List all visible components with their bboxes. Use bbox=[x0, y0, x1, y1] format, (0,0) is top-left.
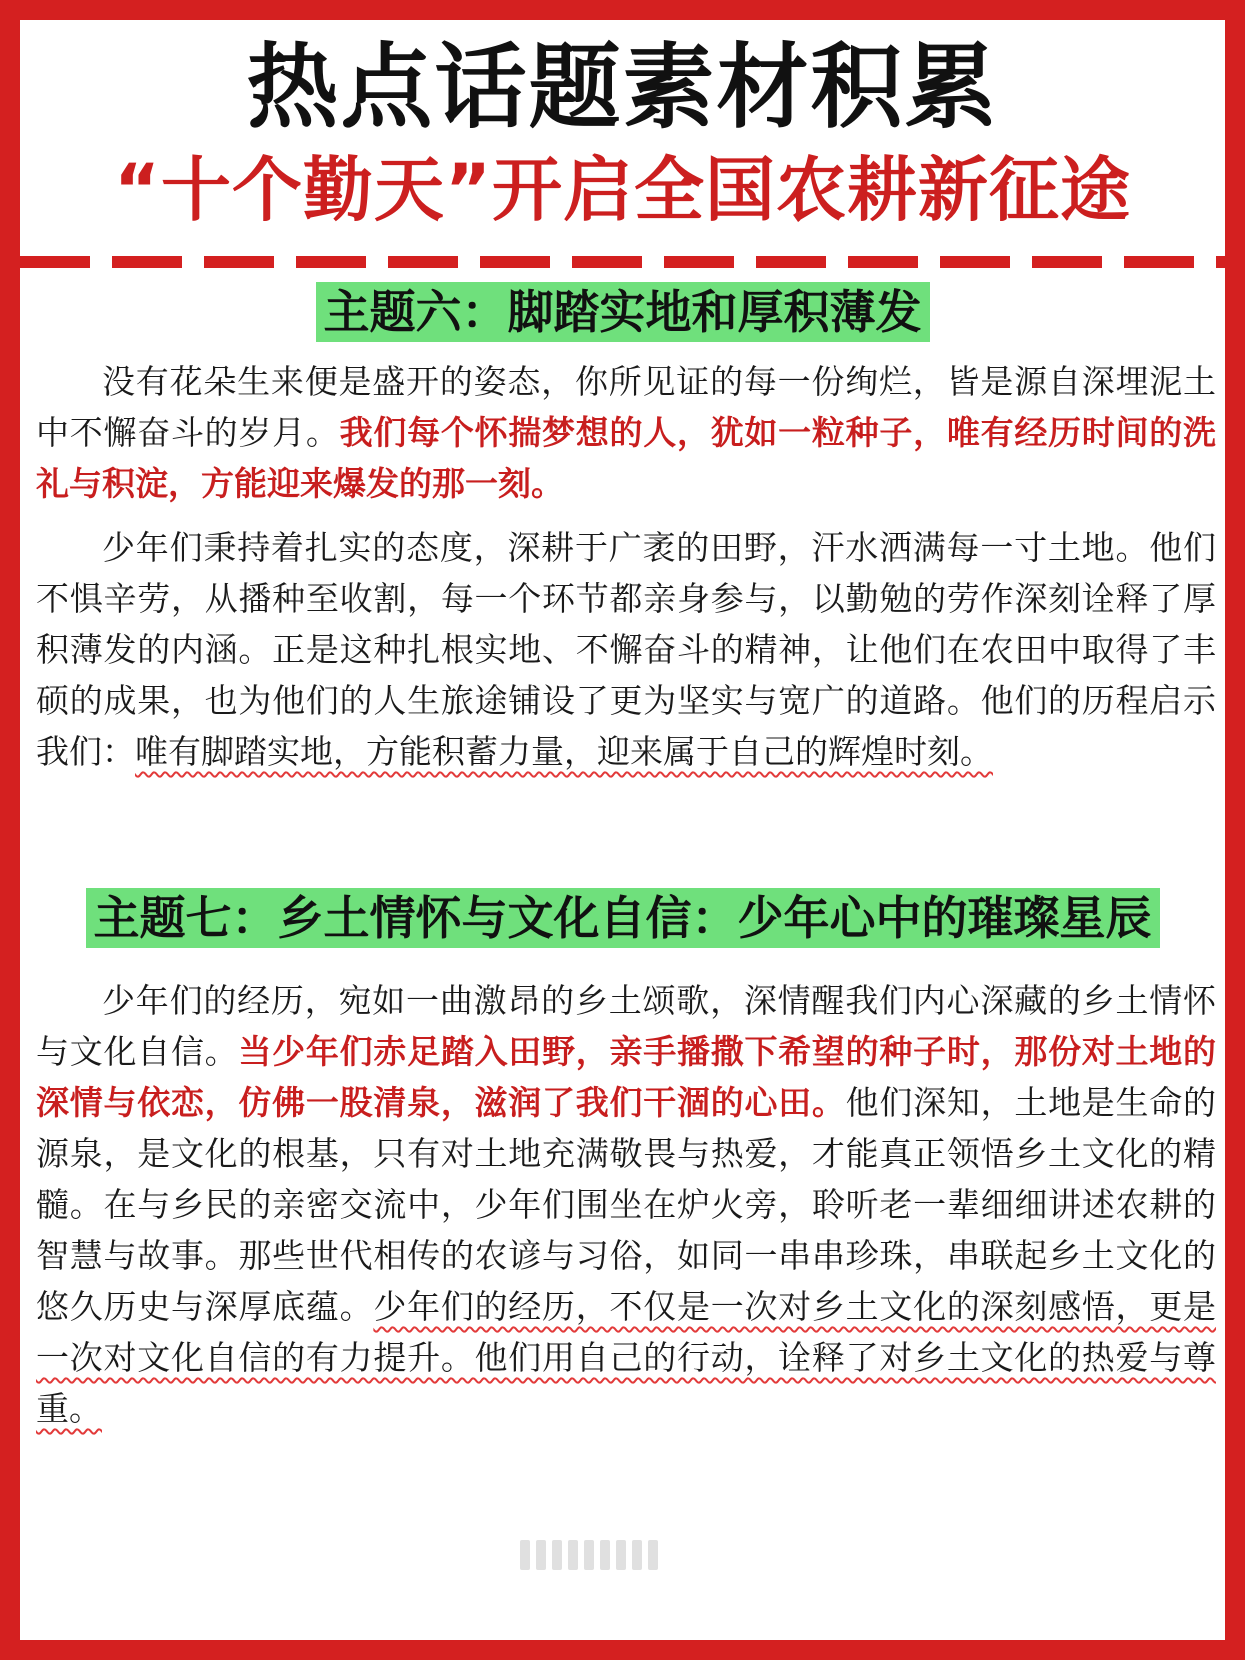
paragraph-text: 少年们秉持着扎实的态度，深耕于广袤的田野，汗水洒满每一寸土地。他们不惧辛劳，从播种至收割，每一个环节都亲身参与，以勤勉的劳作深刻诠释了厚积薄发的内涵。正是这种扎根实地、不懈奋斗的精神，让他们在农田中取得了丰硕的成果，也为他们的人生旅途铺设了更为坚实与宽广的道路。他们的历程启示我们： bbox=[36, 528, 1216, 771]
page-title: 热点话题素材积累 bbox=[246, 34, 999, 141]
page-subtitle: “十个勤天”开启全国农耕新征途 bbox=[113, 149, 1131, 231]
dashed-divider bbox=[20, 256, 1225, 268]
watermark-icon bbox=[518, 1538, 668, 1572]
paragraph-text: 他们深知，土地是生命的源泉，是文化的根基，只有对土地充满敬畏与热爱，才能真正领悟乡土文化的精髓。在与乡民的亲密交流中，少年们围坐在炉火旁，聆听老一辈细细讲述农耕的智慧与故事。那些世代相传的农谚与习俗，如同一串串珍珠，串联起乡土文化的悠久历史与深厚底蕴。 bbox=[36, 1083, 1217, 1326]
section-heading-6-label: 主题六：脚踏实地和厚积薄发 bbox=[316, 282, 930, 342]
header bbox=[20, 20, 1225, 245]
paragraph-text: 没有花朵生来便是盛开的姿态，你所见证的每一份绚烂，皆是源自深埋泥土中不懈奋斗的岁月。 bbox=[36, 362, 1216, 452]
section-heading-7-label: 主题七：乡土情怀与文化自信：少年心中的璀璨星辰 bbox=[86, 888, 1160, 948]
underlined-text: 少年们的经历，不仅是一次对乡土文化的深刻感悟，更是一次对文化自信的有力提升。他们用自己的行动，诠释了对乡土文化的热爱与尊重。 bbox=[36, 1287, 1217, 1428]
emphasis-text: 当少年们赤足踏入田野，亲手播撒下希望的种子时，那份对土地的深情与依恋，仿佛一股清泉，滋润了我们干涸的心田。 bbox=[36, 1032, 1217, 1122]
section-6-paragraph-2 bbox=[36, 522, 1216, 777]
paragraph-text: 少年们的经历，宛如一曲激昂的乡土颂歌，深情醒我们内心深藏的乡土情怀与文化自信。 bbox=[36, 981, 1216, 1071]
underlined-text: 唯有脚踏实地，方能积蓄力量，迎来属于自己的辉煌时刻。 bbox=[135, 732, 993, 771]
section-heading-7 bbox=[20, 888, 1225, 948]
emphasis-text: 我们每个怀揣梦想的人，犹如一粒种子，唯有经历时间的洗礼与积淀，方能迎来爆发的那一刻。 bbox=[36, 413, 1217, 503]
section-heading-6 bbox=[20, 282, 1225, 342]
section-6-paragraph-1 bbox=[36, 356, 1216, 509]
section-7-paragraph-1 bbox=[36, 975, 1216, 1434]
